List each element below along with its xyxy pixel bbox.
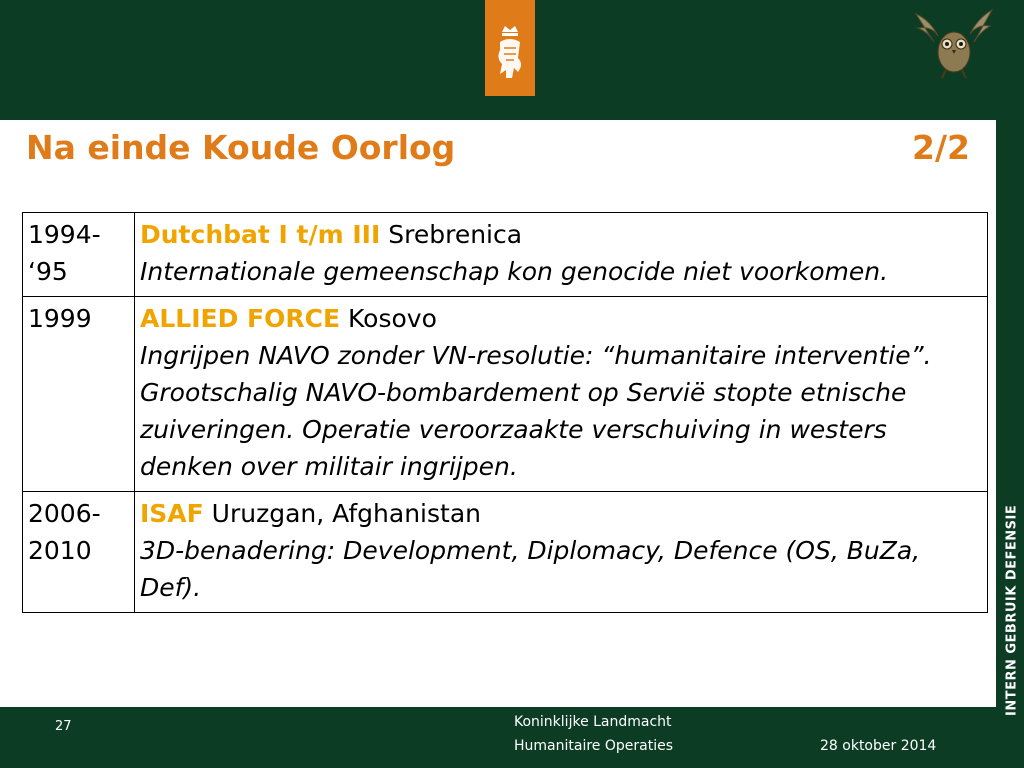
location-name: Kosovo [340, 304, 437, 333]
footer-bar [0, 707, 996, 768]
royal-lion-crest-icon [490, 24, 530, 84]
owl-logo-icon [912, 6, 996, 82]
event-cell [135, 213, 988, 297]
page-number: 27 [55, 719, 72, 734]
event-cell [135, 492, 988, 613]
location-name: Uruzgan, Afghanistan [203, 499, 481, 528]
classification-label: INTERN GEBRUIK DEFENSIE [1004, 504, 1020, 716]
slide-title-bar [26, 128, 970, 167]
event-description: Internationale gemeenschap kon genocide niet voorkomen. [140, 257, 889, 286]
course-name: Humanitaire Operaties [514, 738, 673, 754]
crest-badge [485, 0, 535, 96]
event-description: 3D-benadering: Development, Diplomacy, Defence (OS, BuZa, Def). [140, 536, 921, 602]
events-table [22, 212, 988, 613]
table-row [23, 297, 988, 492]
event-description: Ingrijpen NAVO zonder VN-resolutie: “humanitaire interventie”. Grootschalig NAVO-bombardement op Servië stopte etnische zuiveringen. Operatie veroorzaakte verschuiving in westers denken over militair ingrijpen. [140, 341, 932, 481]
event-cell [135, 297, 988, 492]
operation-name: ISAF [140, 499, 204, 528]
operation-name: ALLIED FORCE [140, 304, 341, 333]
table-row [23, 213, 988, 297]
year-text: 2006- 2010 [28, 499, 101, 565]
year-cell [23, 492, 135, 613]
table-row [23, 492, 988, 613]
operation-name: Dutchbat I t/m III [140, 220, 381, 249]
year-cell [23, 297, 135, 492]
page-indicator: 2/2 [912, 128, 970, 167]
year-text: 1994- ‘95 [28, 220, 101, 286]
organization-name: Koninklijke Landmacht [514, 714, 672, 730]
year-cell [23, 213, 135, 297]
year-text: 1999 [28, 304, 92, 333]
presentation-date: 28 oktober 2014 [820, 738, 937, 754]
page-title: Na einde Koude Oorlog [26, 128, 456, 167]
location-name: Srebrenica [380, 220, 523, 249]
